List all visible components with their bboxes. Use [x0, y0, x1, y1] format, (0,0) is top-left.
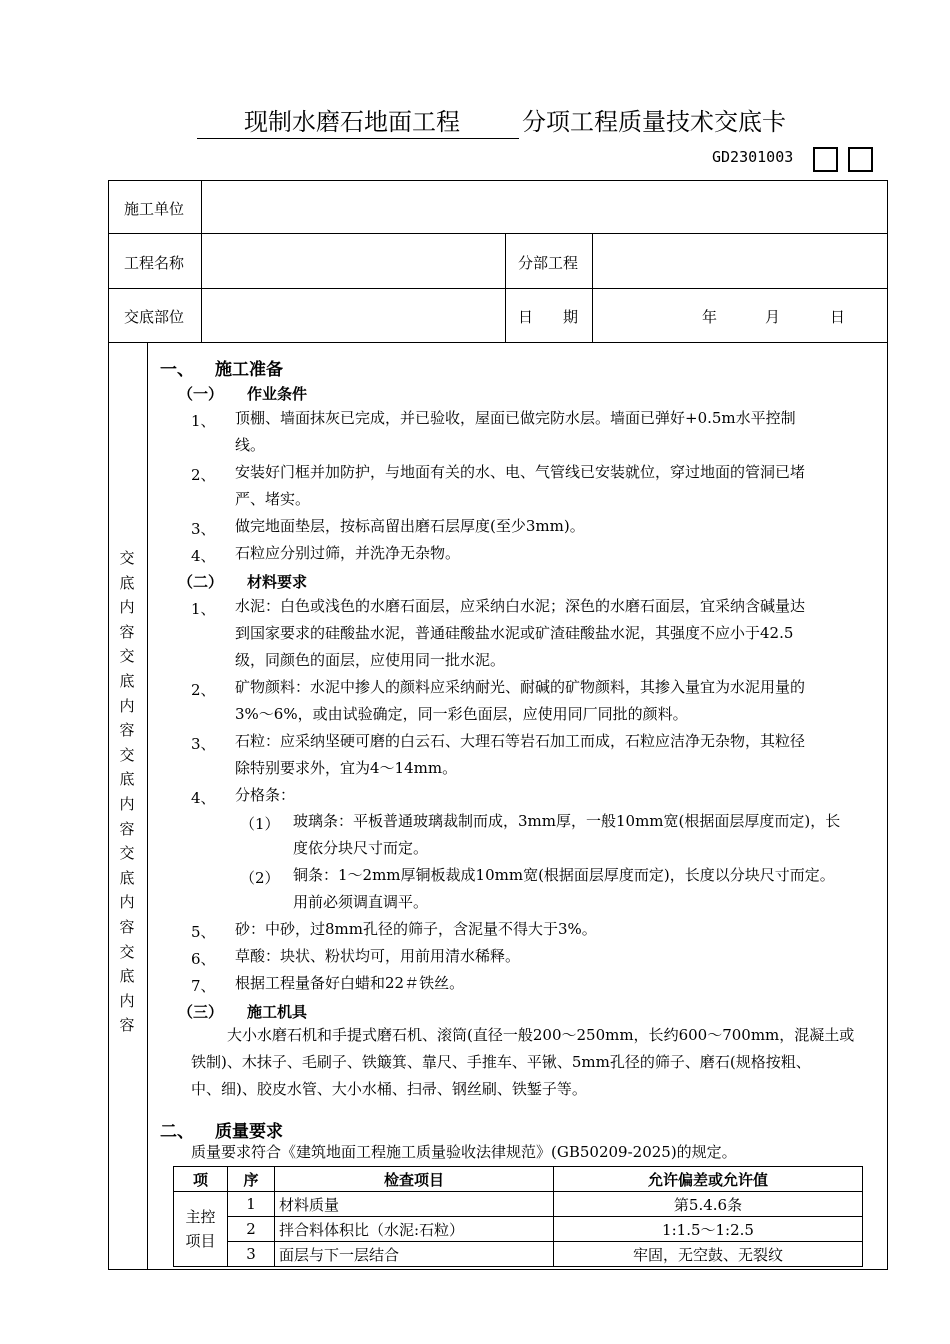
list-item: 安装好门框并加防护，与地面有关的水、电、气管线已安装就位，穿过地面的管洞已堵 严、堵实。 — [235, 463, 806, 508]
divider — [108, 342, 888, 343]
sub3-title: 施工机具 — [247, 1003, 308, 1021]
table-row — [174, 1217, 863, 1242]
year-label: 年 — [702, 308, 718, 326]
list-num: 1、 — [191, 412, 216, 430]
col-header: 序 — [228, 1167, 275, 1192]
table-cell: 材料质量 — [275, 1192, 554, 1217]
table-header-row — [174, 1167, 863, 1192]
list-item: 砂：中砂，过8mm孔径的筛子，含泥量不得大于3%。 — [235, 920, 597, 938]
col-header: 检查项目 — [275, 1167, 554, 1192]
table-cell: 3 — [228, 1242, 275, 1267]
project-name-label: 工程名称 — [124, 254, 185, 272]
sub3-num: （三） — [178, 1003, 224, 1021]
list-num: 3、 — [191, 520, 216, 538]
list-num: 5、 — [191, 923, 216, 941]
list-num: 1、 — [191, 600, 216, 618]
divider — [201, 180, 202, 342]
month-label: 月 — [765, 308, 781, 326]
table-row — [174, 1192, 863, 1217]
day-label: 日 — [830, 308, 846, 326]
sub2-title: 材料要求 — [247, 573, 308, 591]
section1-num: 一、 — [160, 360, 194, 380]
list-item: 石粒应分别过筛，并洗净无杂物。 — [235, 544, 461, 562]
quality-intro: 质量要求符合《建筑地面工程施工质量验收法律规范》(GB50209-2025)的规定。 — [191, 1143, 737, 1161]
group-cell: 主控项目 — [174, 1192, 228, 1267]
sub2-num: （二） — [178, 573, 224, 591]
divider — [108, 233, 888, 234]
unit-label: 施工单位 — [124, 200, 185, 218]
table-cell: 1:1.5～1:2.5 — [554, 1217, 863, 1242]
list-item: 顶棚、墙面抹灰已完成，并已验收，屋面已做完防水层。墙面已弹好+0.5m水平控制 线。 — [235, 409, 796, 454]
divider — [147, 342, 148, 1270]
divider — [505, 233, 506, 342]
table-cell: 面层与下一层结合 — [275, 1242, 554, 1267]
list-num: （2） — [240, 869, 280, 887]
list-num: 4、 — [191, 547, 216, 565]
checkbox-1[interactable] — [813, 147, 838, 172]
list-num: 2、 — [191, 681, 216, 699]
divider — [108, 288, 888, 289]
list-item: 分格条： — [235, 786, 296, 804]
col-header: 允许偏差或允许值 — [554, 1167, 863, 1192]
list-num: 7、 — [191, 977, 216, 995]
document-code: GD2301003 — [712, 148, 794, 166]
section1-title: 施工准备 — [215, 360, 283, 380]
checkbox-2[interactable] — [848, 147, 873, 172]
list-num: 3、 — [191, 735, 216, 753]
table-row — [174, 1242, 863, 1267]
sub1-num: （一） — [178, 385, 224, 403]
list-item: 玻璃条：平板普通玻璃裁制而成，3mm厚，一般10mm宽(根据面层厚度而定)，长 度依分块尺寸而定。 — [293, 812, 841, 857]
position-label: 交底部位 — [124, 308, 185, 326]
list-item: 做完地面垫层，按标高留出磨石层厚度(至少3mm)。 — [235, 517, 585, 535]
sub-project-label: 分部工程 — [518, 254, 579, 272]
list-num: （1） — [240, 815, 280, 833]
section2-num: 二、 — [160, 1122, 194, 1142]
list-item: 矿物颜料：水泥中掺人的颜料应采纳耐光、耐碱的矿物颜料，其掺入量宜为水泥用量的 3%～6%，或由试验确定，同一彩色面层，应使用同厂同批的颜料。 — [235, 678, 806, 723]
divider — [592, 233, 593, 342]
list-item: 铜条：1～2mm厚铜板裁成10mm宽(根据面层厚度而定)，长度以分块尺寸而定。 用前必须调直调平。 — [293, 866, 835, 911]
list-item: 根据工程量备好白蜡和22＃铁丝。 — [235, 974, 465, 992]
table-cell: 拌合料体积比（水泥:石粒） — [275, 1217, 554, 1242]
side-label: 交 底 内 容 交 底 内 容 交 底 内 容 交 底 内 容 交 底 内 容 — [119, 549, 135, 1035]
sub1-title: 作业条件 — [247, 385, 308, 403]
list-num: 4、 — [191, 789, 216, 807]
list-num: 6、 — [191, 950, 216, 968]
list-item: 石粒：应采纳坚硬可磨的白云石、大理石等岩石加工而成，石粒应洁净无杂物，其粒径 除特别要求外，宜为4～14mm。 — [235, 732, 806, 777]
project-title: 现制水磨石地面工程 — [197, 108, 519, 139]
table-cell: 1 — [228, 1192, 275, 1217]
table-cell: 2 — [228, 1217, 275, 1242]
list-item: 水泥：白色或浅色的水磨石面层，应采纳白水泥；深色的水磨石面层，宜采纳含碱量达 到国家要求的硅酸盐水泥，普通硅酸盐水泥或矿渣硅酸盐水泥，其强度不应小于42.5 级，同颜色的面层，应使用同一批水泥。 — [235, 597, 806, 669]
list-item: 草酸：块状、粉状均可，用前用清水稀释。 — [235, 947, 521, 965]
section2-title: 质量要求 — [215, 1122, 283, 1142]
quality-table — [173, 1166, 863, 1267]
table-cell: 牢固，无空鼓、无裂纹 — [554, 1242, 863, 1267]
table-cell: 第5.4.6条 — [554, 1192, 863, 1217]
date-label: 日 期 — [518, 308, 579, 326]
list-num: 2、 — [191, 466, 216, 484]
card-title: 分项工程质量技术交底卡 — [522, 108, 786, 136]
tools-paragraph: 大小水磨石机和手提式磨石机、滚筒(直径一般200～250mm，长约600～700mm，混凝土或 铁制)、木抹子、毛刷子、铁簸箕、靠尺、手推车、平锹、5mm孔径的筛子、磨石(规格按粗、 中、细)、胶皮水管、大小水桶、扫帚、钢丝刷、铁錾子等。 — [191, 1026, 855, 1098]
col-header: 项 — [174, 1167, 228, 1192]
